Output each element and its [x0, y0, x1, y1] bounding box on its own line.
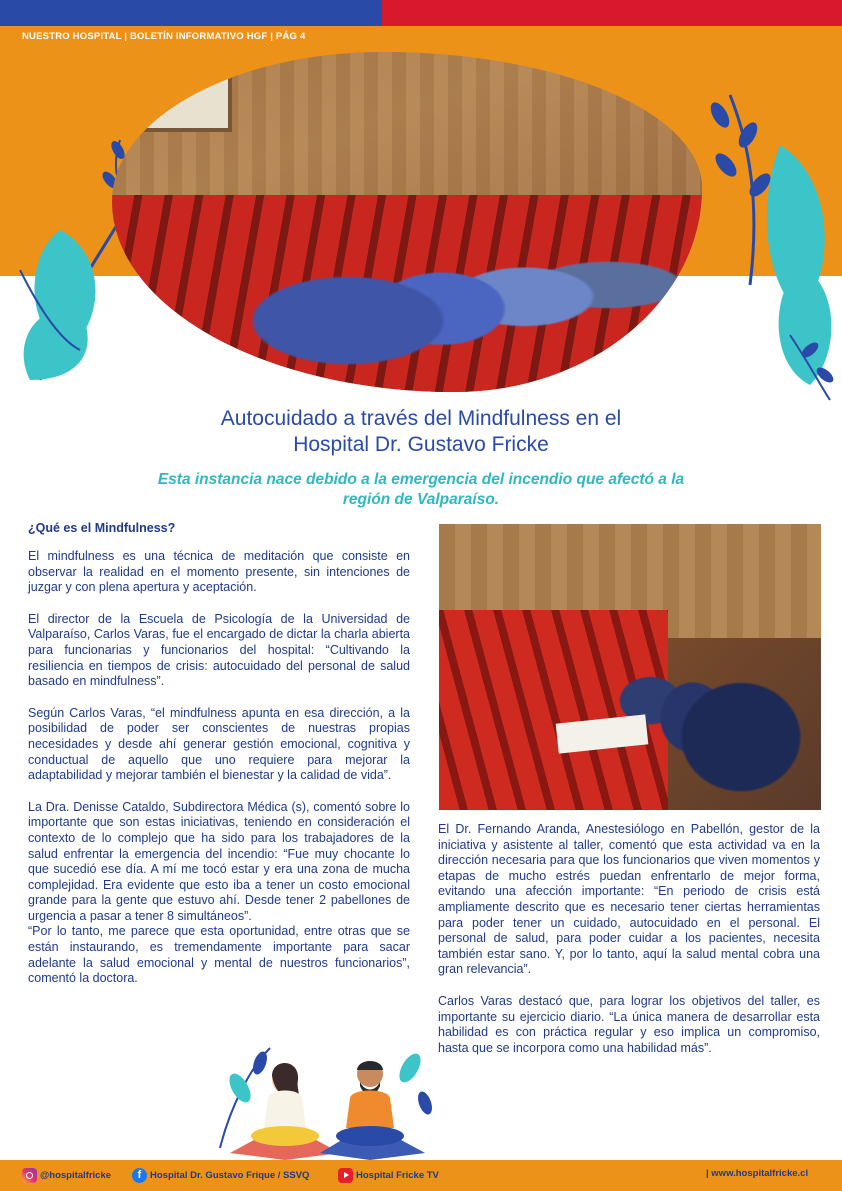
- section-heading: ¿Qué es el Mindfulness?: [28, 521, 176, 535]
- article-paragraph: El mindfulness es una técnica de meditación que consiste en observar la realidad en el momento presente, sin intenciones de juzgar y con plena apertura y aceptación.: [28, 549, 410, 595]
- article-subtitle: [60, 470, 782, 510]
- meditation-illustration-icon: [210, 1028, 440, 1160]
- youtube-icon: [338, 1168, 353, 1183]
- footer-website-link[interactable]: [706, 1168, 808, 1179]
- footer-bar: [0, 1160, 842, 1191]
- article-subtitle-line2: región de Valparaíso.: [342, 491, 500, 508]
- footer-instagram-label: @hospitalfricke: [40, 1170, 112, 1181]
- page-header-label: NUESTRO HOSPITAL | BOLETÍN INFORMATIVO HGF | PÁG 4: [22, 31, 306, 42]
- article-title: [0, 406, 842, 458]
- top-bar-blue: [0, 0, 382, 26]
- footer-youtube-label: Hospital Fricke TV: [356, 1170, 439, 1181]
- article-right-column: [438, 822, 820, 1072]
- top-bar-red: [382, 0, 842, 26]
- footer-facebook-link[interactable]: [132, 1168, 309, 1183]
- footer-facebook-label: Hospital Dr. Gustavo Frique / SSVQ: [150, 1170, 310, 1181]
- instagram-icon: [22, 1168, 37, 1183]
- side-photo-meditation-staff: [439, 524, 821, 810]
- footer-youtube-link[interactable]: [338, 1168, 439, 1183]
- article-paragraph: Según Carlos Varas, “el mindfulness apunta en esa dirección, a la posibilidad de poder ser conscientes de nuestras propias necesidades y desde ahí generar gestión emocional, cognitiva y conductual de aquello que uno requiere para mejorar la adaptabilidad y mejorar también el bienestar y la calidad de vida”.: [28, 705, 410, 783]
- article-paragraph: “Por lo tanto, me parece que esta oportunidad, entre otras que se están instaurando, es tremendamente importante para sacar adelante la salud emocional y mental de nuestros funcionarios”, comentó la doctora.: [28, 924, 410, 986]
- article-paragraph: El Dr. Fernando Aranda, Anestesiólogo en Pabellón, gestor de la iniciativa y asistente al taller, comentó que esta actividad va en la dirección necesaria para que los funcionarios que viven momentos y etapas de mucho estrés puedan enfrentarlo de mejor forma, evitando una afección importante: “En periodo de crisis está ampliamente descrito que es necesario tener ciertas herramientas para poder tener un cuidado, autocuidado en el personal. El personal de salud, para poder cuidar a los pacientes, necesita también estar sano. Y, por lo tanto, aquí la salud mental cobra una gran relevancia”.: [438, 822, 820, 977]
- article-title-line2: Hospital Dr. Gustavo Fricke: [293, 433, 549, 456]
- footer-instagram-link[interactable]: [22, 1168, 111, 1183]
- article-subtitle-line1: Esta instancia nace debido a la emergencia del incendio que afectó a la: [157, 471, 685, 488]
- leaf-decoration-right-icon: [690, 85, 840, 405]
- article-paragraph: Carlos Varas destacó que, para lograr los objetivos del taller, es importante su ejercicio diario. “La única manera de desarrollar esta habilidad es con práctica regular y eso implica un compromiso, hasta que se incorpora como una habilidad más”.: [438, 993, 820, 1055]
- article-title-line1: Autocuidado a través del Mindfulness en el: [220, 407, 622, 430]
- hero-photo-meditation-audience: [112, 52, 702, 392]
- top-color-bar: [0, 0, 842, 26]
- article-paragraph: El director de la Escuela de Psicología de la Universidad de Valparaíso, Carlos Varas, fue el encargado de dictar la charla abierta para funcionarias y funcionarios del hospital: “Cultivando la resiliencia en tiempos de crisis: autocuidado del personal de salud basado en mindfulness”.: [28, 611, 410, 689]
- facebook-icon: f: [132, 1168, 147, 1183]
- footer-website-label: | www.hospitalfricke.cl: [706, 1168, 809, 1179]
- article-left-column: [28, 521, 410, 1003]
- article-paragraph: La Dra. Denisse Cataldo, Subdirectora Médica (s), comentó sobre lo importante que son estas iniciativas, teniendo en consideración el contexto de lo complejo que ha sido para los trabajadores de la salud enfrentar la emergencia del incendio: “Fue muy chocante lo que sucedió ese día. A mí me tocó estar y era una zona de mucha complejidad. Era evidente que esto iba a tener un costo emocional grande para la gente que estuvo ahí. Desde tener 2 pabellones de urgencia a pasar a tener 8 simultáneos”.: [28, 799, 410, 923]
